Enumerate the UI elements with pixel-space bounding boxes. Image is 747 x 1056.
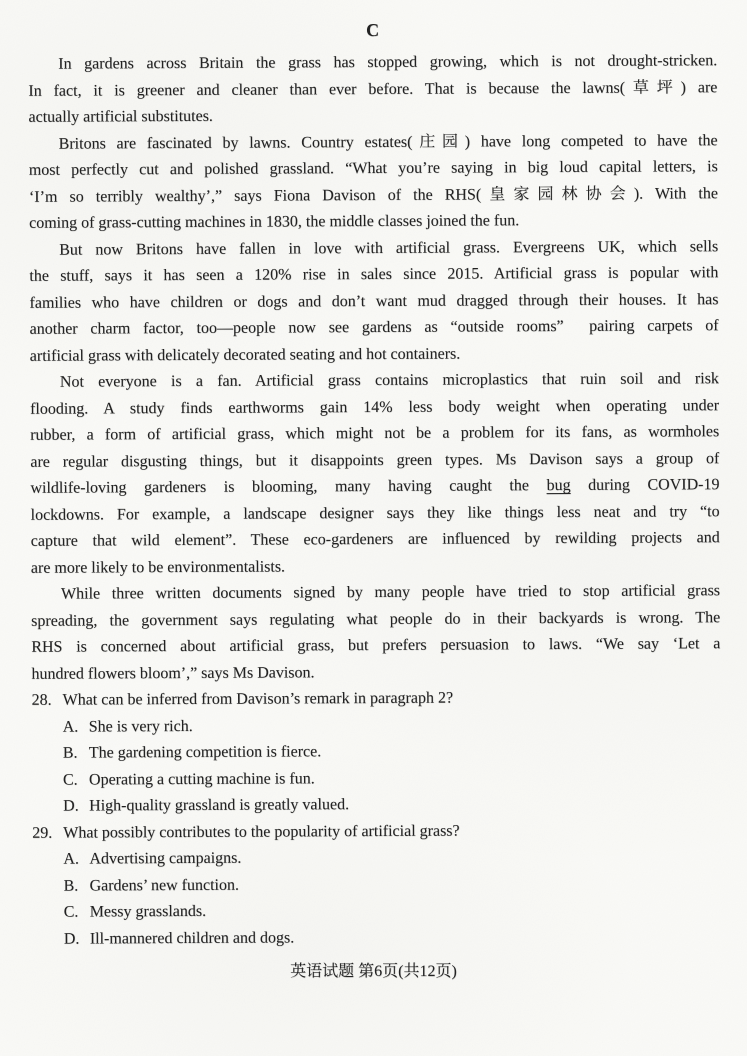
passage-line: Not everyone is a fan. Artificial grass contains microplastics that ruin soil and risk <box>59 370 719 391</box>
paragraph-2 <box>29 128 719 238</box>
question-28-stem <box>32 684 721 714</box>
passage-line: But now Britons have fallen in love with artificial grass. Evergreens UK, which sells <box>59 237 719 259</box>
underlined-word: bug <box>546 476 571 495</box>
paragraph-5 <box>31 578 721 688</box>
option-text: Advertising campaigns. <box>89 849 242 868</box>
option-text: Ill-mannered children and dogs. <box>89 928 295 947</box>
question-text: What can be inferred from Davison’s remark in paragraph 2? <box>62 689 454 709</box>
passage-line: While three written documents signed by many people have tried to stop artificial grass <box>60 582 721 603</box>
passage-line: are more likely to be environmentalists. <box>30 557 286 577</box>
option-label: A. <box>62 718 79 736</box>
option-text: Messy grasslands. <box>89 902 207 921</box>
question-number: 28. <box>31 691 52 709</box>
question-28-option-a <box>32 711 721 741</box>
option-text: She is very rich. <box>88 717 193 735</box>
option-label: C. <box>62 771 78 789</box>
question-28 <box>32 684 722 820</box>
passage-line: flooding. A study finds earthworms gain 14% less body weight when operating under <box>29 396 720 418</box>
option-text: Operating a cutting machine is fun. <box>88 769 315 788</box>
passage-line: In fact, it is greener and cleaner than ever before. That is because the lawns(草坪) are <box>28 78 718 100</box>
passage-line: coming of grass-cutting machines in 1830, the middle classes joined the fun. <box>29 212 520 232</box>
passage-line: ‘I’m so terribly wealthy’,” says Fiona Davison of the RHS(皇家园林协会). With the <box>28 184 718 206</box>
passage-line: capture that wild element”. These eco-gardeners are influenced by rewilding projects and <box>30 529 720 550</box>
question-28-option-c <box>32 764 721 794</box>
passage-line: most perfectly cut and polished grassland. “What you’re saying in big loud capital letters, is <box>28 158 718 179</box>
section-label: C <box>366 19 380 41</box>
passage-line: rubber, a form of artificial grass, which might not be a problem for its fans, as wormholes <box>30 423 720 444</box>
question-29-option-a <box>32 843 721 873</box>
passage-line: families who have children or dogs and don’t want mud dragged through their houses. It has <box>29 290 719 312</box>
passage-line: RHS is concerned about artificial grass, but prefers persuasion to laws. “We say ‘Let a <box>31 635 721 656</box>
passage-line: Britons are fascinated by lawns. Country estates(庄园) have long competed to have the <box>58 131 718 153</box>
option-label: A. <box>63 850 80 868</box>
option-text: The gardening competition is fierce. <box>88 743 322 762</box>
option-label: B. <box>62 744 78 762</box>
question-29 <box>32 817 722 953</box>
reading-passage <box>28 48 720 688</box>
question-number: 29. <box>32 824 53 842</box>
questions-section <box>32 684 722 953</box>
passage-line: artificial grass with delicately decorated seating and hot containers. <box>29 345 461 365</box>
passage-line-underlined-word <box>30 472 719 502</box>
question-29-option-c <box>33 896 722 926</box>
option-label: D. <box>63 797 79 815</box>
paragraph-3 <box>29 234 719 370</box>
question-29-stem <box>32 817 721 847</box>
passage-line: the stuff, says it has seen a 120% rise in sales since 2015. Artificial grass is popular with <box>29 264 719 285</box>
passage-line: lockdowns. For example, a landscape designer says they like things less neat and try “to <box>30 502 720 524</box>
text-before-underline: wildlife-loving gardeners is blooming, many having caught the <box>30 477 547 497</box>
question-28-option-d <box>32 790 721 820</box>
passage-line: another charm factor, too—people now see gardens as “outside rooms” pairing carpets of <box>29 317 719 338</box>
question-29-option-b <box>32 870 721 900</box>
paragraph-4 <box>30 366 720 582</box>
passage-line: hundred flowers bloom’,” says Ms Davison. <box>31 663 315 683</box>
option-text: High-quality grassland is greatly valued. <box>89 796 350 815</box>
question-29-option-d <box>33 923 722 953</box>
option-label: D. <box>63 930 80 948</box>
option-text: Gardens’ new function. <box>89 876 240 894</box>
option-label: B. <box>63 877 79 895</box>
paragraph-1 <box>28 48 717 131</box>
passage-line: In gardens across Britain the grass has stopped growing, which is not drought-stricken. <box>58 52 718 73</box>
passage-line: are regular disgusting things, but it disappoints green types. Ms Davison says a group of <box>30 449 720 471</box>
question-text: What possibly contributes to the popularity of artificial grass? <box>63 822 460 842</box>
page-footer: 英语试题 第6页(共12页) <box>290 963 457 980</box>
passage-line: actually artificial substitutes. <box>28 107 213 126</box>
option-label: C. <box>63 903 79 921</box>
question-28-option-b <box>32 737 721 767</box>
passage-line: spreading, the government says regulating what people do in their backyards is wrong. The <box>31 608 721 630</box>
text-after-underline: during COVID-19 <box>570 476 720 494</box>
page-content <box>28 16 722 953</box>
